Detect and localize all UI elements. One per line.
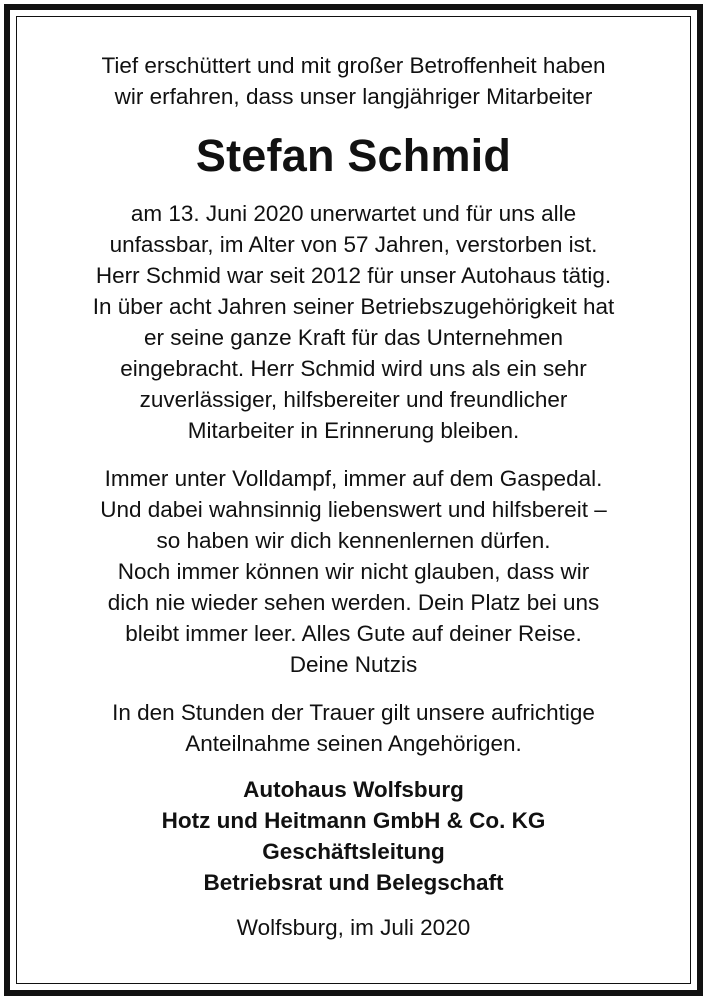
paragraph-condolences <box>10 697 697 759</box>
deceased-name: Stefan Schmid <box>195 130 512 181</box>
paragraph-line: unfassbar, im Alter von 57 Jahren, verstorben ist. <box>109 232 598 257</box>
signature-block <box>10 774 697 898</box>
paragraph-colleagues-tribute <box>10 463 697 680</box>
paragraph-line: Mitarbeiter in Erinnerung bleiben. <box>187 418 520 443</box>
tribute-signoff: Deine Nutzis <box>289 652 418 677</box>
intro-line: wir erfahren, dass unser langjähriger Mitarbeiter <box>114 84 593 109</box>
paragraph-line: Immer unter Volldampf, immer auf dem Gaspedal. <box>104 466 603 491</box>
paragraph-line: Anteilnahme seinen Angehörigen. <box>185 731 522 756</box>
intro-line: Tief erschüttert und mit großer Betroffenheit haben <box>101 53 606 78</box>
paragraph-line: dich nie wieder sehen werden. Dein Platz bei uns <box>107 590 600 615</box>
intro-text <box>10 50 697 112</box>
signature-line: Betriebsrat und Belegschaft <box>203 870 504 895</box>
paragraph-line: er seine ganze Kraft für das Unternehmen <box>144 325 563 350</box>
paragraph-line: so haben wir dich kennenlernen dürfen. <box>156 528 551 553</box>
place-date: Wolfsburg, im Juli 2020 <box>236 915 471 940</box>
paragraph-line: am 13. Juni 2020 unerwartet und für uns alle <box>130 201 577 226</box>
paragraph-line: eingebracht. Herr Schmid wird uns als ein sehr <box>120 356 587 381</box>
paragraph-line: In den Stunden der Trauer gilt unsere aufrichtige <box>112 700 595 725</box>
paragraph-line: In über acht Jahren seiner Betriebszugehörigkeit hat <box>92 294 615 319</box>
signature-line: Hotz und Heitmann GmbH & Co. KG <box>161 808 546 833</box>
obituary-content <box>10 50 697 943</box>
paragraph-line: zuverlässiger, hilfsbereiter und freundlicher <box>139 387 568 412</box>
paragraph-line: Noch immer können wir nicht glauben, dass wir <box>117 559 590 584</box>
paragraph-line: Herr Schmid war seit 2012 für unser Autohaus tätig. <box>95 263 612 288</box>
paragraph-line: bleibt immer leer. Alles Gute auf deiner Reise. <box>125 621 582 646</box>
signature-line: Autohaus Wolfsburg <box>243 777 464 802</box>
paragraph-death-notice <box>10 198 697 446</box>
signature-line: Geschäftsleitung <box>262 839 445 864</box>
obituary-frame <box>4 4 703 996</box>
paragraph-line: Und dabei wahnsinnig liebenswert und hilfsbereit – <box>100 497 607 522</box>
